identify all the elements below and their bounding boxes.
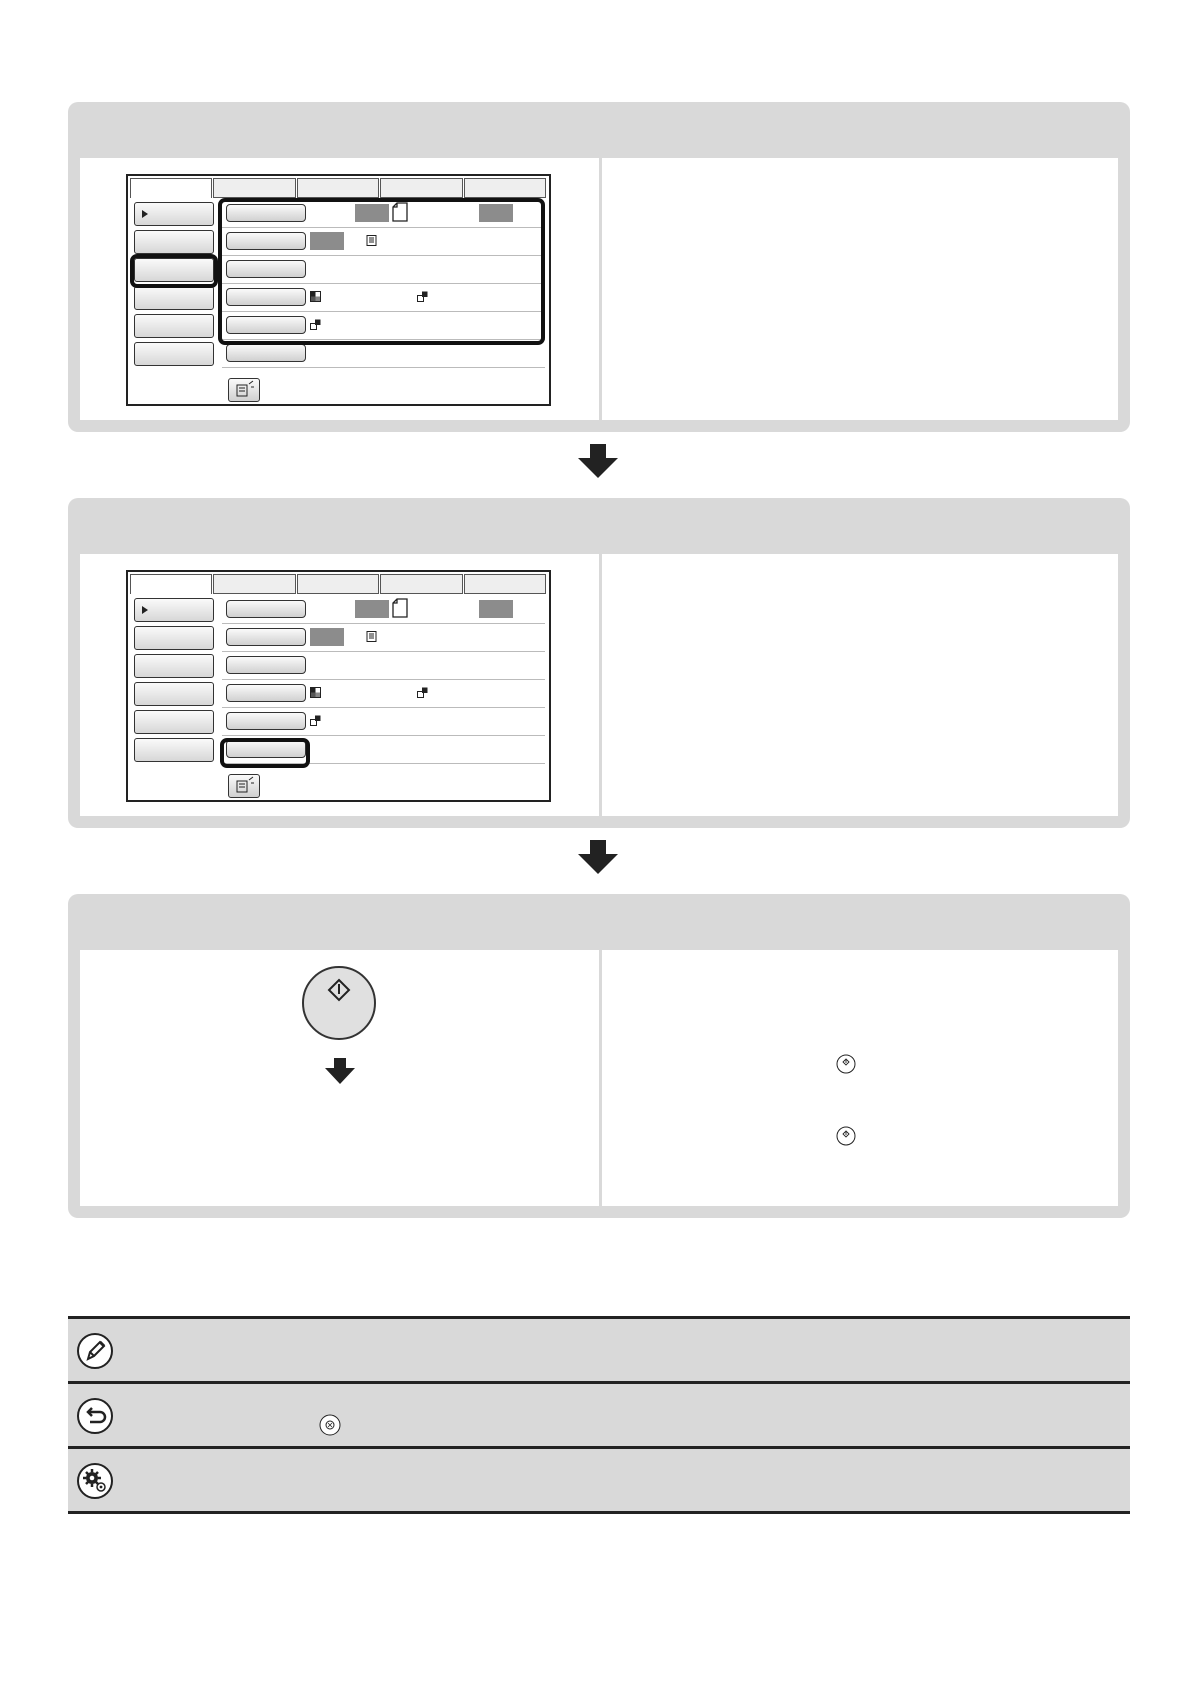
touch-panel-screen <box>126 174 551 406</box>
step-illustration-3 <box>80 950 599 1206</box>
down-arrow-icon <box>578 840 618 874</box>
paper-orientation-icon <box>392 598 408 618</box>
start-key-icon <box>304 968 374 1038</box>
tab-2[interactable] <box>213 178 295 198</box>
start-key-icon <box>836 1126 856 1146</box>
step-illustration-2 <box>80 554 599 816</box>
step-text-1 <box>602 158 1118 420</box>
start-key-icon <box>836 1054 856 1074</box>
step-card-3 <box>68 894 1130 1218</box>
side-button-6[interactable] <box>134 342 214 366</box>
side-button-3[interactable] <box>134 654 214 678</box>
tab-1[interactable] <box>130 178 212 198</box>
program-icon <box>229 379 259 401</box>
step-header-3 <box>68 894 1130 950</box>
start-key[interactable] <box>302 966 376 1040</box>
program-icon <box>229 775 259 797</box>
highlight-settings-rows <box>218 198 545 345</box>
side-button-4[interactable] <box>134 682 214 706</box>
note-row-info <box>68 1316 1130 1381</box>
notes-panel <box>68 1316 1130 1514</box>
tab-5[interactable] <box>464 178 546 198</box>
step-card-2 <box>68 498 1130 828</box>
side-button-5[interactable] <box>134 710 214 734</box>
triangle-icon <box>142 210 148 218</box>
side-button-6[interactable] <box>134 738 214 762</box>
side-button-1[interactable] <box>134 202 214 226</box>
clear-key-icon <box>319 1414 341 1436</box>
value-block <box>355 600 389 618</box>
settings-gear-icon <box>76 1462 114 1500</box>
side-button-5[interactable] <box>134 314 214 338</box>
settings-row-1 <box>222 596 545 624</box>
tab-5[interactable] <box>464 574 546 594</box>
side-button-2[interactable] <box>134 230 214 254</box>
step-text-3 <box>602 950 1118 1206</box>
step-body-1 <box>80 158 1118 420</box>
row-button-2[interactable] <box>226 628 306 646</box>
row-button-6[interactable] <box>226 344 306 362</box>
down-arrow-icon <box>325 1058 355 1084</box>
note-row-settings <box>68 1446 1130 1514</box>
step-body-3 <box>80 950 1118 1206</box>
tab-4[interactable] <box>380 574 462 594</box>
tab-4[interactable] <box>380 178 462 198</box>
offset-icon <box>310 715 321 726</box>
value-block <box>479 600 513 618</box>
value-block <box>310 628 344 646</box>
step-text-2 <box>602 554 1118 816</box>
tab-2[interactable] <box>213 574 295 594</box>
side-button-1[interactable] <box>134 598 214 622</box>
tab-3[interactable] <box>297 574 379 594</box>
step-header-1 <box>68 102 1130 158</box>
settings-row-2 <box>222 624 545 652</box>
document-icon <box>366 631 377 642</box>
down-arrow-icon <box>578 444 618 478</box>
step-body-2 <box>80 554 1118 816</box>
tab-3[interactable] <box>297 178 379 198</box>
tab-1[interactable] <box>130 574 212 594</box>
screen-tabs <box>130 574 547 594</box>
row-button-5[interactable] <box>226 712 306 730</box>
program-button[interactable] <box>228 774 260 798</box>
offset-icon <box>417 687 428 698</box>
touch-panel-screen <box>126 570 551 802</box>
side-button-2[interactable] <box>134 626 214 650</box>
step-header-2 <box>68 498 1130 554</box>
row-button-1[interactable] <box>226 600 306 618</box>
highlight-left-button <box>130 254 218 288</box>
settings-row-5 <box>222 708 545 736</box>
side-button-4[interactable] <box>134 286 214 310</box>
pencil-note-icon <box>76 1332 114 1370</box>
settings-row-4 <box>222 680 545 708</box>
layout-icon <box>310 687 321 698</box>
step-illustration-1 <box>80 158 599 420</box>
row-button-4[interactable] <box>226 684 306 702</box>
screen-tabs <box>130 178 547 198</box>
highlight-bottom-row-button <box>220 738 310 768</box>
step-card-1 <box>68 102 1130 432</box>
program-button[interactable] <box>228 378 260 402</box>
return-icon <box>76 1397 114 1435</box>
settings-row-3 <box>222 652 545 680</box>
note-row-cancel <box>68 1381 1130 1446</box>
row-button-3[interactable] <box>226 656 306 674</box>
triangle-icon <box>142 606 148 614</box>
